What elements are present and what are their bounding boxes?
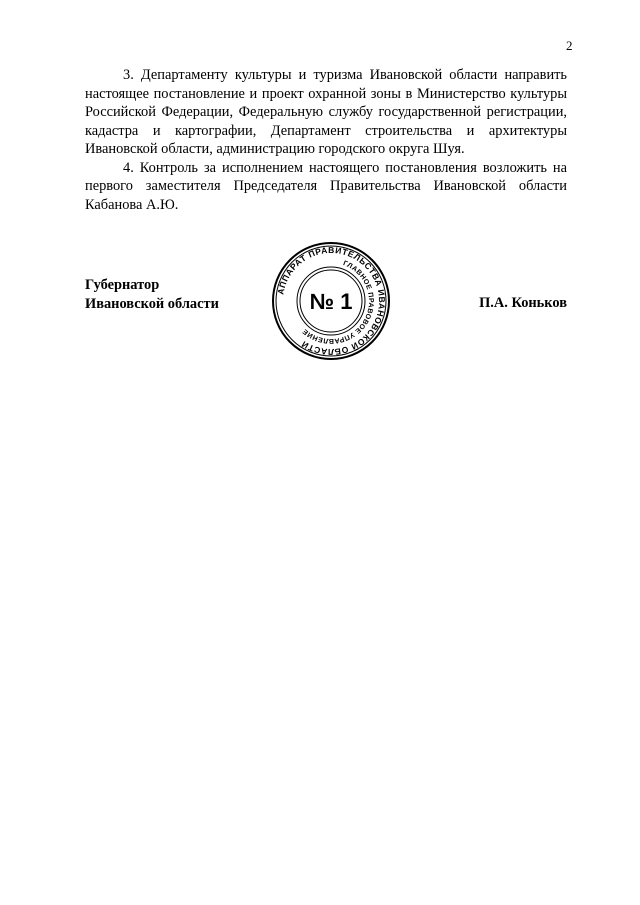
paragraph-4: 4. Контроль за исполнением настоящего постановления возложить на первого заместителя Председателя Правительства Ивановской области Кабанова А.Ю. — [85, 159, 567, 213]
signatory-title — [85, 276, 219, 313]
official-stamp — [270, 240, 392, 362]
svg-text:ГЛАВНОЕ ПРАВОВОЕ УПРАВЛЕНИЕ: ГЛАВНОЕ ПРАВОВОЕ УПРАВЛЕНИЕ — [301, 260, 375, 345]
document-body — [85, 66, 567, 214]
svg-text:АППАРАТ ПРАВИТЕЛЬСТВА ИВАНОВСК: АППАРАТ ПРАВИТЕЛЬСТВА ИВАНОВСКОЙ ОБЛАСТИ — [275, 244, 388, 358]
paragraph-3: 3. Департаменту культуры и туризма Ивановской области направить настоящее постановление и проект охранной зоны в Министерство культуры Российской Федерации, Федеральную службу государственной регистрации, кадастра и картографии, Департамент строительства и архитектуры Ивановской области, администрацию городского округа Шуя. — [85, 67, 567, 157]
page-number: 2 — [566, 38, 573, 53]
signatory-name: П.А. Коньков — [479, 295, 567, 311]
signatory-title-line2: Ивановской области — [85, 295, 219, 312]
signatory-title-line1: Губернатор — [85, 277, 160, 293]
svg-text:№ 1: № 1 — [309, 289, 353, 314]
